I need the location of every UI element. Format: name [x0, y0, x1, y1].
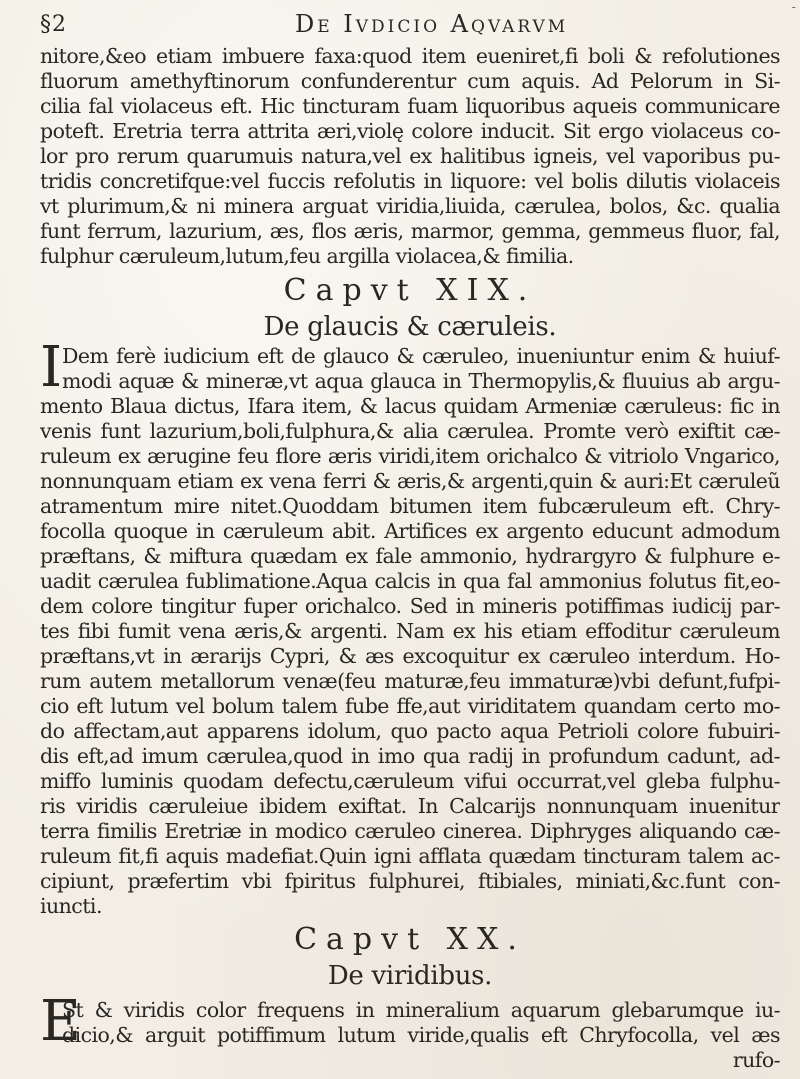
running-title: De Ivdicio Aqvarvm [295, 10, 569, 38]
text-line: præftans, & miftura quædam ex fale ammonio, hydrargyro & fulphure e- [40, 544, 780, 568]
text-line: dis eft,ad imum cærulea,quod in imo qua radij in profundum cadunt, ad- [40, 744, 780, 768]
chapter-20-opening [40, 989, 780, 1054]
text-line: dem colore tingitur fuper orichalco. Sed in mineris potiffimas iudicij par- [40, 594, 780, 618]
text-line: uadit cærulea fublimatione.Aqua calcis in qua fal ammonius folutus fit,eo- [40, 569, 780, 593]
text-line: atramentum mire nitet.Quoddam bitumen item fubcæruleum eft. Chry- [40, 494, 780, 518]
chapter-20-subtitle: De viridibus. [327, 961, 493, 991]
text-line: modi aquæ & mineræ,vt aqua glauca in Thermopylis,& fluuius ab argu- [62, 369, 780, 393]
text-line: fulphur cæruleum,lutum,feu argilla violacea,& fimilia. [40, 244, 574, 268]
chapter-19-subtitle: De glaucis & cæruleis. [263, 312, 557, 342]
text-line: rum autem metallorum venæ(feu maturæ,feu immaturæ)vbi defunt,fufpi- [40, 669, 780, 693]
running-head [40, 10, 780, 40]
text-line: cilia fal violaceus eft. Hic tincturam fuam liquoribus aqueis communicare [40, 94, 780, 118]
chapter-20-heading: Capvt XX. [294, 922, 526, 957]
text-line: Dem ferè iudicium eft de glauco & cæruleo, inueniuntur enim & huiuf- [62, 344, 780, 368]
text-line: miffo luminis quodam defectu,cæruleum vifui occurrat,vel gleba fulphu- [40, 769, 780, 793]
text-line: ruleum ex ærugine feu flore æris viridi,item orichalco & vitriolo Vngarico, [40, 444, 780, 468]
text-line: St & viridis color frequens in mineralium aquarum glebarumque iu- [62, 998, 780, 1022]
text-line: nitore,&eo etiam imbuere faxa:quod item eueniret,fi boli & refolutiones [40, 44, 780, 68]
text-line: iuncti. [40, 894, 102, 918]
text-line: vt plurimum,& ni minera arguat viridia,liuida, cærulea, bolos, &c. qualia [40, 194, 780, 218]
text-line: fluorum amethyftinorum confunderentur cum aquis. Ad Pelorum in Si- [40, 69, 780, 93]
text-line: focolla quoque in cæruleum abit. Artifices ex argento educunt admodum [40, 519, 780, 543]
chapter-20-body [40, 989, 780, 1073]
text-line: tes fibi fumit vena æris,& argenti. Nam ex his etiam effoditur cæruleum [40, 619, 780, 643]
text-line: dicio,& arguit potiffimum lutum viride,qualis eft Chryfocolla, vel æs [62, 1023, 780, 1047]
chapter-19-heading: Capvt XIX. [283, 273, 537, 308]
text-line: præftans,vt in ærarijs Cypri, & æs excoquitur ex cæruleo interdum. Ho- [40, 644, 780, 668]
text-line: ris viridis cæruleiue ibidem exiftat. In Calcarijs nonnunquam inuenitur [40, 794, 780, 818]
text-line: venis funt lazurium,boli,fulphura,& alia cærulea. Promte verò exiftit cæ- [40, 419, 780, 443]
drop-cap: I [40, 335, 63, 400]
text-line: lor pro rerum quarumuis natura,vel ex halitibus igneis, vel vaporibus pu- [40, 144, 780, 168]
text-line: terra fimilis Eretriæ in modico cæruleo cinerea. Diphryges aliquando cæ- [40, 819, 780, 843]
text-line: tridis concretifque:vel fuccis refolutis in liquore: vel bolis dilutis violaceis [40, 169, 780, 193]
page-number: §2 [40, 12, 67, 37]
drop-cap: E [40, 989, 81, 1054]
text-line: nonnunquam etiam ex vena ferri & æris,& argenti,quin & auri:Et cæruleũ [40, 469, 780, 493]
intro-paragraph [40, 44, 780, 269]
chapter-19-body [40, 335, 780, 919]
chapter-19-opening [40, 335, 780, 400]
catchword: rufo- [732, 1048, 780, 1072]
text-line: ruleum fit,fi aquis madefiat.Quin igni afflata quædam tincturam talem ac- [40, 844, 780, 868]
text-line: cipiunt, præfertim vbi fpiritus fulphurei, ftibiales, miniati,&c.funt con- [40, 869, 780, 893]
text-line: funt ferrum, lazurium, æs, flos æris, marmor, gemma, gemmeus fluor, fal, [40, 219, 780, 243]
text-line: cio eft lutum vel bolum talem fube ffe,aut viriditatem quandam certo mo- [40, 694, 780, 718]
text-line: poteft. Eretria terra attrita æri,violę colore inducit. Sit ergo violaceus co- [40, 119, 780, 143]
text-line: do affectam,aut apparens idolum, quo pacto aqua Petrioli colore fubuiri- [40, 719, 780, 743]
corner-mark: - [791, 0, 796, 14]
text-line: mento Blaua dictus, Ifara item, & lacus quidam Armeniæ cæruleus: fic in [40, 394, 780, 418]
